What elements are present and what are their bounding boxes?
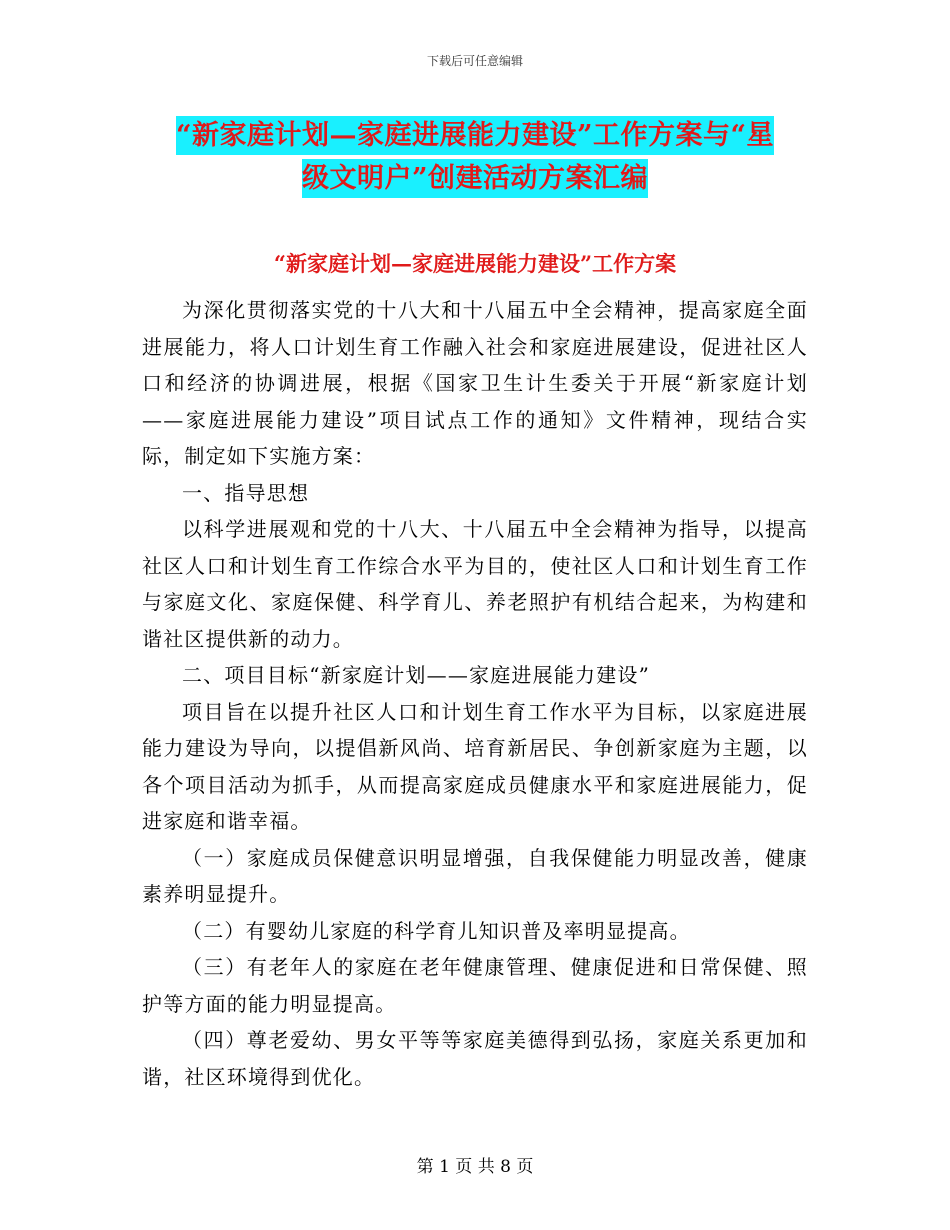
document-title-line-2 bbox=[0, 156, 950, 195]
list-item-1: （一）家庭成员保健意识明显增强，自我保健能力明显改善，健康素养明显提升。 bbox=[142, 845, 808, 906]
title-highlight-2: 级文明户”创建活动方案汇编 bbox=[302, 159, 648, 198]
document-title-line-1 bbox=[0, 113, 950, 152]
list-item-3: （三）有老年人的家庭在老年健康管理、健康促进和日常保健、照护等方面的能力明显提高。 bbox=[142, 955, 808, 1016]
list-item-4: （四）尊老爱幼、男女平等等家庭美德得到弘扬，家庭关系更加和谐，社区环境得到优化。 bbox=[142, 1028, 808, 1089]
heading-project-goal: 二、项目目标“新家庭计划——家庭进展能力建设” bbox=[182, 663, 651, 687]
section-title: “新家庭计划—家庭进展能力建设”工作方案 bbox=[273, 251, 677, 276]
heading-guiding-thought: 一、指导思想 bbox=[182, 480, 310, 505]
document-body bbox=[142, 292, 808, 1095]
page-header-note: 下载后可任意编辑 bbox=[426, 54, 523, 68]
paragraph-guiding-thought: 以科学进展观和党的十八大、十八届五中全会精神为指导，以提高社区人口和计划生育工作综合水平为目的，使社区人口和计划生育工作与家庭文化、家庭保健、科学育儿、养老照护有机结合起来，为构建和谐社区提供新的动力。 bbox=[142, 517, 808, 651]
paragraph-project-goal: 项目旨在以提升社区人口和计划生育工作水平为目标，以家庭进展能力建设为导向，以提倡新风尚、培育新居民、争创新家庭为主题，以各个项目活动为抓手，从而提高家庭成员健康水平和家庭进展能力，促进家庭和谐幸福。 bbox=[142, 699, 808, 833]
list-item-2: （二）有婴幼儿家庭的科学育儿知识普及率明显提高。 bbox=[182, 918, 691, 943]
paragraph-intro: 为深化贯彻落实党的十八大和十八届五中全会精神，提高家庭全面进展能力，将人口计划生育工作融入社会和家庭进展建设，促进社区人口和经济的协调进展，根据《国家卫生计生委关于开展“新家庭计划——家庭进展能力建设”项目试点工作的通知》文件精神，现结合实际，制定如下实施方案： bbox=[142, 298, 808, 468]
title-highlight-1: “新家庭计划—家庭进展能力建设”工作方案与“星 bbox=[176, 116, 774, 155]
page-number: 第 1 页 共 8 页 bbox=[416, 1157, 534, 1177]
